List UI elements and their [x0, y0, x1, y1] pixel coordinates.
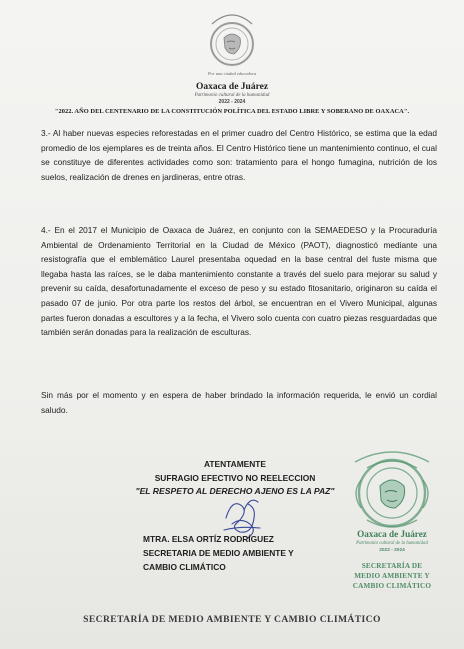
logo-subtitle: Patrimonio cultural de la humanidad: [194, 93, 270, 98]
sign-off-atentamente: ATENTAMENTE: [203, 459, 267, 469]
stamp-years: 2022 - 2024: [379, 548, 405, 553]
stamp-dept-line-2: MEDIO AMBIENTE Y: [354, 572, 430, 580]
stamp-title: Oaxaca de Juárez: [357, 529, 427, 539]
sign-off-quote: "EL RESPETO AL DERECHO AJENO ES LA PAZ": [135, 486, 335, 496]
signer-name: MTRA. ELSA ORTÍZ RODRÍGUEZ: [143, 534, 274, 544]
signer-position-line-2: CAMBIO CLIMÁTICO: [143, 562, 226, 572]
sign-off-slogan: SUFRAGIO EFECTIVO NO REELECCION: [154, 473, 316, 483]
signer-position-line-1: SECRETARIA DE MEDIO AMBIENTE Y: [143, 548, 294, 558]
stamp-dept-line-1: SECRETARÍA DE: [361, 562, 423, 570]
paragraph-3: 3.- Al haber nuevas especies reforestadas en el primer cuadro del Centro Histórico, se estima que la edad promedio de los ejemplares es de treinta años. El Centro Histórico tiene un mantenimiento continuo, el cual se constituye de diferentes actividades como son: tratamiento para el hongo fumagina, nutrición de los suelos, realización de drenes en jardineras, entre otras.: [41, 128, 437, 182]
logo-title: Oaxaca de Juárez: [195, 82, 269, 92]
stamp-subtitle: Patrimonio cultural de la humanidad: [356, 541, 428, 546]
logo-tagline: Por una ciudad educadora: [207, 71, 257, 76]
paragraph-4: 4.- En el 2017 el Municipio de Oaxaca de Juárez, en conjunto con la SEMAEDESO y la Procuraduría Ambiental de Ordenamiento Territorial en la Ciudad de México (PAOT), diagnosticó mediante una resistografía que el emblemático Laurel presentaba oquedad en la base central del fuste misma que llegaba hasta las raíces, se le daba mantenimiento constante a través del suelo para mejorar su salud y prevenir su caída, desafortunadamente el exceso de peso y su estado fitosanitario, originaron su caída el pasado 07 de junio. Por otra parte los restos del árbol, se encuentran en el Vivero Municipal, algunas partes fueron donadas a escultores y a la fecha, el Vivero solo cuenta con cuatro piezas resguardadas que también serán donadas para la realización de esculturas.: [41, 225, 437, 338]
page-footer: SECRETARÍA DE MEDIO AMBIENTE Y CAMBIO CLIMÁTICO: [83, 614, 381, 625]
year-motto: "2022. AÑO DEL CENTENARIO DE LA CONSTITUCIÓN POLÍTICA DEL ESTADO LIBRE Y SOBERANO DE OAXACA".: [54, 108, 410, 115]
closing-paragraph: Sin más por el momento y en espera de haber brindado la información requerida, le envió un cordial saludo.: [41, 390, 437, 415]
logo-years: 2022 - 2024: [218, 99, 246, 105]
stamp-dept-line-3: CAMBIO CLIMÁTICO: [352, 582, 432, 590]
